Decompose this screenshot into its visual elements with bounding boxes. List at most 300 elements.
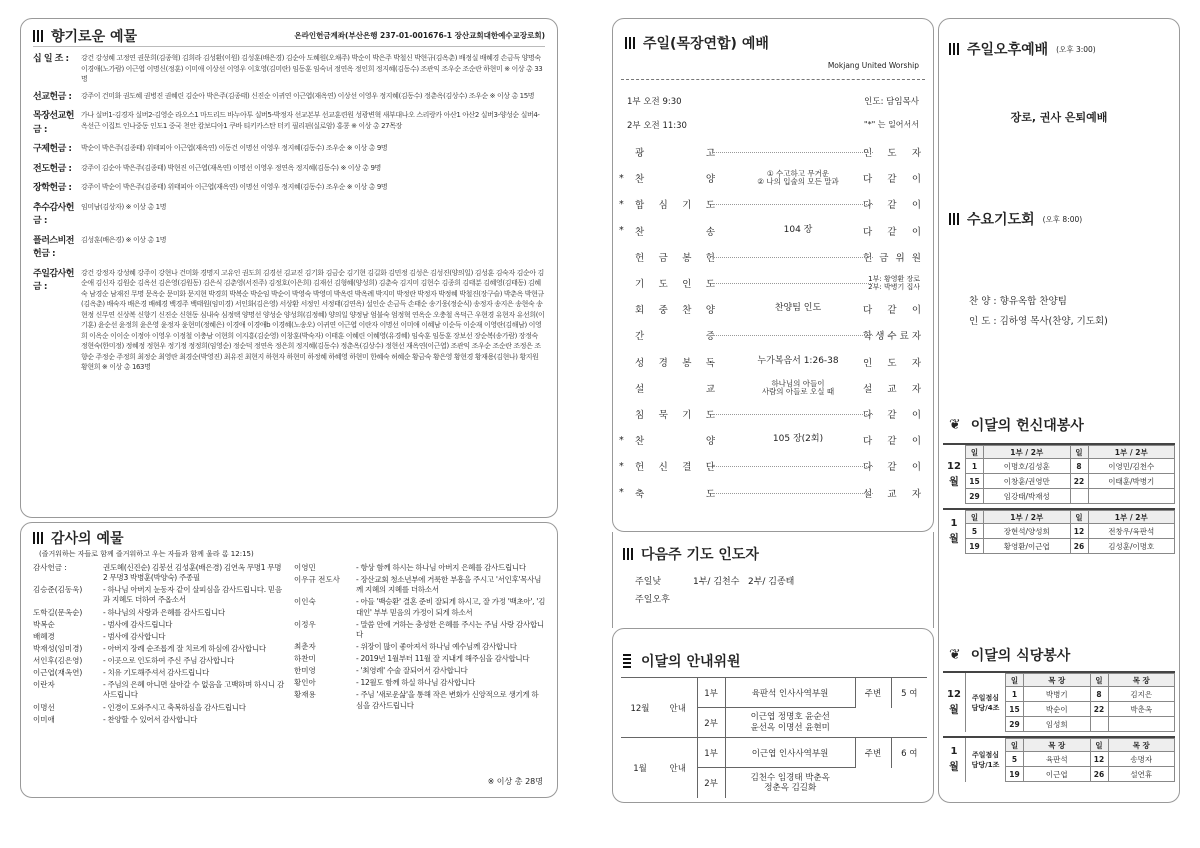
thanks-name: 황인아 <box>294 678 316 688</box>
worship-role-char: 같 <box>887 174 897 186</box>
guide-title: 이달의 안내위원 <box>641 654 741 670</box>
service-block <box>943 508 1175 554</box>
cafe-names: 박춘옥 <box>1108 702 1175 717</box>
worship-role-char: 자 <box>911 488 921 500</box>
guide-month: 12월 <box>621 678 659 738</box>
leader-line <box>713 466 873 467</box>
worship-item-char: 인 <box>682 279 692 290</box>
worship-item-char: 독 <box>705 357 715 369</box>
offering-names: 박순이 박은주(김종태) 위태피아 이근엽(재옥연) 이동건 이명선 이영우 정지혜(김동수) 조우순 ※ 이상 총 9명 <box>81 144 388 152</box>
worship-item-char: 광 <box>635 148 645 159</box>
right-column-box <box>938 18 1180 803</box>
offering-names: 강주이 김순아 박은주(김종태) 박현진 이근엽(재옥연) 이명선 이영우 정연옥 정지혜(김동수) ※ 이상 총 9명 <box>81 163 381 172</box>
thanks-name: 감사헌금 : <box>33 563 67 572</box>
thanks-name: 이미애 <box>33 714 55 724</box>
worship-role-char: 같 <box>887 305 897 317</box>
worship-item-char: 찬 <box>635 226 645 238</box>
worship-role-char: 헌 <box>863 252 873 264</box>
offering-label: 선교헌금 : <box>33 91 72 102</box>
worship-row <box>613 349 933 375</box>
worship-role <box>863 381 921 395</box>
worship-row <box>613 165 933 191</box>
service-names <box>1088 489 1175 504</box>
cafe-date: 22 <box>1090 702 1108 717</box>
service-date: 1 <box>966 459 984 474</box>
offering-row <box>33 182 545 196</box>
worship-role-char: 이 <box>911 174 921 186</box>
worship-subtitle-en: Mokjang United Worship <box>827 61 919 70</box>
worship-item-char: 봉 <box>682 357 692 369</box>
thanks-name: 이정우 <box>294 619 316 629</box>
service-names: 이창훈/권영만 <box>984 474 1071 489</box>
section-bars-icon <box>623 548 633 560</box>
thanks-item <box>33 703 284 713</box>
service-names: 이태훈/박병기 <box>1088 474 1175 489</box>
cafe-month: 12 월 <box>947 688 961 716</box>
worship-row <box>613 401 933 427</box>
worship-item <box>635 145 715 159</box>
worship-row <box>613 270 933 296</box>
worship-role-char: 설 <box>863 383 873 395</box>
cafe-block <box>943 671 1175 732</box>
cafe-names: 박순이 <box>1024 702 1091 717</box>
worship-item <box>635 381 715 395</box>
guide-row <box>621 678 927 708</box>
offering-row <box>33 235 545 262</box>
afternoon-header <box>949 39 1096 59</box>
worship-role-char: 이 <box>911 462 921 474</box>
thanks-item <box>294 642 545 652</box>
worship-role-char: 설 <box>863 488 873 500</box>
worship-role-char: 자 <box>911 148 921 159</box>
cafe-names: 송명자 <box>1108 752 1175 767</box>
cafe-title: 이달의 식당봉사 <box>970 648 1071 664</box>
thanks-item <box>294 597 545 617</box>
guide-role: 안내 <box>659 738 697 798</box>
service-date: 26 <box>1070 539 1088 554</box>
thanks-name: 김승준(김동욱) <box>33 585 83 595</box>
thanks-name: 이란자 <box>33 680 55 690</box>
prayer-label-day: 주일낮 <box>635 577 662 587</box>
thanks-text: - 인경이 도와주시고 축복하심을 감사드립니다 <box>103 702 246 712</box>
worship-item-char: 헌 <box>705 252 715 264</box>
offerings-title: 향기로운 예물 <box>51 28 138 45</box>
section-bars-icon <box>949 213 959 225</box>
thanks-text: 권도혜(신진순) 김봉선 김성훈(배은경) 김연옥 무명1 무명2 무명3 박병훈(박양숙) 주종필 <box>103 563 282 583</box>
cafe-names: 김지은 <box>1108 687 1175 702</box>
worship-role: 1부: 황영환 장로 2부: 박병기 집사 <box>868 274 920 291</box>
guide-box <box>612 628 934 803</box>
cafe-col-header: 목 장 <box>1108 739 1175 752</box>
cafe-col-header: 목 장 <box>1108 674 1175 687</box>
afternoon-title: 주일오후예배 <box>967 42 1049 58</box>
cafe-names: 육판석 <box>1024 752 1091 767</box>
wednesday-header <box>949 209 1082 229</box>
worship-item-char: 양 <box>705 305 715 317</box>
thanks-text: - 말씀 안에 거하는 충성한 은혜를 주시는 주님 사랑 감사합니다 <box>356 619 544 639</box>
thanks-text: - 아버지 장례 순조롭게 잘 치르게 하심에 감사합니다 <box>103 643 266 653</box>
thanks-name: 배혜경 <box>33 631 55 641</box>
worship-role-char: 이 <box>911 200 921 212</box>
cafe-tables <box>939 671 1179 786</box>
offering-label: 목장선교헌금 : <box>33 111 74 135</box>
thanks-text: - '최영례' 수술 잘되어서 감사합니다 <box>356 666 468 676</box>
service-col-header: 1부 / 2부 <box>1088 446 1175 459</box>
thanks-name: 이근엽(재옥연) <box>33 668 83 678</box>
cafe-table <box>1005 738 1175 782</box>
worship-item-char: 간 <box>635 331 645 343</box>
thanks-text: - 12월도 함께 하실 하나님 감사합니다 <box>356 678 475 688</box>
thanks-item <box>33 680 284 700</box>
leaf-icon: ❦ <box>949 417 961 433</box>
thanks-item <box>33 668 284 678</box>
stand-note: "*" 는 일어서서 <box>863 120 919 129</box>
guide-names: 이근엽 정명호 윤순선 윤선옥 이명선 윤현미 <box>725 708 855 738</box>
cafe-date: 12 <box>1090 752 1108 767</box>
guide-names: 이근엽 인사사역부원 <box>725 738 855 768</box>
offering-names: 가나 실버1-김경자 실버2-김영순 라오스1 마드리드 바누아투 실버5-박정자 선교본부 선교훈련원 성광변혁 새부대나오 스리랑카 아산1 아산2 실버3-양성순 실버4-옥선근 이집트 인나중동 인도1 중국 천안 캄보디아1 쿠바 티키카스탄 터키 필리핀(실로암) 홍콩 ※ 이상 총 27목장 <box>81 111 540 130</box>
offering-names: 강건 강정자 강성혜 강주이 강현나 건미화 경명지 고유인 권도희 김경선 김교진 김기화 김금순 김기현 김길화 김민정 김성은 김성진(양의일) 김성훈 김숙자 김순아 김순애 김신자 김원순 김옥선 김은영(김원동) 김은식 김춘영(서진주) 김정호(이은희) 김재선 김형혜(양성희) 김춘숙 김지미 김현수 김종희 김태분 김혜영(김태동) 김혜숙 남경순 남재진 무명 문옥순 문미화 문지현 박경희 박복순 박순임 박순이 박영숙 박영미 박옥련 박옥례 박지미 박정란 박정자 박정혜 박철진(장구슬) 박춘옥 박현규(김옥춘) 배숙자 배은경 배혜경 백경주 백태원(임미경) 서인화(김은영) 서상환 서정인 서정태(김연옥) 설인순 손금득 손태순 송기웅(정순식) 송정자 송지은 송현숙 송현정 신무연 신상복 신향기 신진순 신현동 심내숙 심정택 양명선 양성순 양성희(김정혜) 양의일 양정남 엄불숙 엄정혁 연옥순 오충철 옥덕근 우현경 유현자 유선희(이기훈) 윤순선 윤정희 윤은영 윤정자 윤현미(정혜은) 이경애 이경애b 이경혜(노송오) 이귀연 이근엽 이란자 이명선 이미애 이혜남 이순득 이순재 이영란(김해남) 이영희 이옥순 이이순 이정아 이영우 이정철 이충남 이현희 이지흥(김순영) 이창훈(박숙자) 이태훈 이혜린 이혜영(유경혜) 임숙훈 임동훈 장보선 장순복(송가람) 장정숙 정현숙(한미정) 정혜정 정현우 정기정 정정희(임영순) 정순덕 정연옥 정은희 정지혜(김동수) 정춘옥(김상수) 정현선 재옥연(이근엽) 조관익 조우순 조순란 조정은 조향순 주정순 주정희 최정순 최영란 최경순(박영진) 최유진 최현지 하현자 하현미 하정혜 하혜영 하현미 한혜숙 허혜순 황금숙 황은영 황현경 황재용(김현나) 황지원 황현희 ※ 이상 총 163명 <box>81 268 545 371</box>
cafe-date: 26 <box>1090 767 1108 782</box>
worship-star: * <box>619 460 624 472</box>
service-title: 이달의 헌신대봉사 <box>970 418 1084 434</box>
thanks-item <box>294 563 545 573</box>
worship-item-char: 헌 <box>635 252 645 264</box>
worship-item <box>635 486 715 500</box>
worship-detail: 하나님의 아들이 사람의 아들로 오실 때 <box>761 378 835 396</box>
thanks-item <box>294 666 545 676</box>
cafe-col-header: 일 <box>1090 674 1108 687</box>
worship-row <box>613 296 933 322</box>
worship-role-char: 료 <box>899 331 909 343</box>
worship-item-char: 경 <box>658 357 668 369</box>
thanks-item <box>33 656 284 666</box>
guide-names: 육판석 인사사역부원 <box>725 678 855 708</box>
worship-item <box>635 459 715 473</box>
worship-detail: 누가복음서 1:26-38 <box>757 355 839 366</box>
thanks-item <box>294 575 545 595</box>
thanks-item <box>294 620 545 640</box>
worship-item-char: 도 <box>705 279 715 290</box>
worship-item-char: 봉 <box>682 252 692 264</box>
guide-row <box>621 738 927 768</box>
service-col-header: 일 <box>966 446 984 459</box>
guide-part: 2부 <box>697 768 725 798</box>
worship-role-char: 위 <box>895 252 905 264</box>
service-leader: 인도: 담임목사 <box>864 97 919 107</box>
worship-role-char: 다 <box>863 174 873 186</box>
thanks-text: - 위장이 많이 좋아져서 하나님 예수님께 감사합니다 <box>356 641 517 651</box>
worship-role-char: 자 <box>911 331 921 343</box>
thanks-item <box>33 715 284 725</box>
prayer-header <box>623 544 759 564</box>
worship-role <box>863 302 921 316</box>
thanks-name: 이인숙 <box>294 597 316 607</box>
worship-role-char: 이 <box>911 436 921 448</box>
thanks-column-right <box>294 563 545 727</box>
cafe-names: 임성희 <box>1024 717 1091 732</box>
leader-line <box>713 257 873 258</box>
cafe-names <box>1108 717 1175 732</box>
service-header <box>949 415 1084 435</box>
worship-role-char: 다 <box>863 462 873 474</box>
thanks-item <box>33 644 284 654</box>
cafe-date <box>1090 717 1108 732</box>
thanks-item <box>33 563 284 583</box>
worship-role-char: 자 <box>911 383 921 395</box>
worship-item-char: 증 <box>705 331 715 343</box>
offering-label: 구제헌금 : <box>33 144 72 154</box>
thanks-name: 이명선 <box>33 702 55 712</box>
worship-item <box>635 250 715 264</box>
thanks-text: - 찬양할 수 있어서 감사합니다 <box>103 714 198 724</box>
service-names: 장현석/양성희 <box>984 524 1071 539</box>
worship-item-char: 기 <box>682 200 692 212</box>
service-col-header: 일 <box>1070 446 1088 459</box>
offering-label: 주일감사헌금 : <box>33 268 74 292</box>
service-date: 19 <box>966 539 984 554</box>
cafe-date: 1 <box>1006 687 1024 702</box>
cafe-label: 주일점심 담당/4조 <box>965 673 1005 732</box>
worship-item-char: 찬 <box>635 174 645 186</box>
worship-row <box>613 427 933 453</box>
guide-month: 1월 <box>621 738 659 798</box>
worship-role-char: 학 <box>863 331 873 343</box>
worship-detail: 찬양팀 인도 <box>774 303 822 314</box>
offering-row <box>33 143 545 157</box>
thanks-name: 하찬미 <box>294 654 316 663</box>
cafe-col-header: 일 <box>1006 739 1024 752</box>
wednesday-praise: 찬 양 : 향유옥합 찬양팀 <box>969 296 1067 307</box>
worship-item <box>635 433 715 447</box>
worship-item-char: 도 <box>705 410 715 421</box>
section-bars-icon <box>33 30 43 42</box>
worship-role-char: 도 <box>887 148 897 159</box>
thanks-box <box>20 522 558 798</box>
thanks-item <box>294 690 545 710</box>
prayer-title: 다음주 기도 인도자 <box>641 547 759 563</box>
service-col-header: 일 <box>1070 511 1088 524</box>
worship-role-char: 다 <box>863 305 873 317</box>
guide-count: 5 여 <box>891 678 927 708</box>
worship-item-char: 송 <box>705 226 715 238</box>
cafe-label: 주일점심 담당/1조 <box>965 738 1005 782</box>
guide-part: 1부 <box>697 678 725 708</box>
service-date: 5 <box>966 524 984 539</box>
offering-label: 십 일 조 : <box>33 54 69 64</box>
cafe-names: 이근엽 <box>1024 767 1091 782</box>
thanks-text: - 아들 '백승환' 결혼 준비 잘되게 하시고, 잘 가정 '백초아', '김대인' 부부 믿음의 가정이 되게 하소서 <box>356 597 546 617</box>
worship-item-char: 금 <box>658 252 668 264</box>
thanks-text: - 장산교회 청소년부에 거룩한 부흥을 주시고 '서인후'목사님께 지혜의 지혜를 더하소서 <box>356 575 542 595</box>
worship-box <box>612 18 934 532</box>
service-table <box>965 445 1175 504</box>
thanks-text: - 항상 함께 하시는 하나님 아버지 은혜를 감사드립니다 <box>356 563 526 572</box>
worship-item-char: 중 <box>658 305 668 317</box>
worship-item-char: 합 <box>635 200 645 212</box>
offering-label: 전도헌금 : <box>33 163 72 174</box>
thanks-text: - 주님 '새로운삶'을 통해 작은 변화가 신앙적으로 생기게 하심을 감사드립니다 <box>356 690 539 710</box>
offering-names: 강주이 건미화 권도혜 권병진 권혜린 김순아 박은주(김종태) 신진순 이귀연 이근엽(재옥연) 이상선 이영우 정지혜(김동수) 정춘옥(김상수) 조우순 ※ 이상 총 15명 <box>81 91 535 100</box>
offering-row <box>33 268 545 373</box>
guide-table <box>621 677 927 798</box>
offering-names: 임미남(김상자) ※ 이상 총 1명 <box>81 202 167 211</box>
service-date: 12 <box>1070 524 1088 539</box>
thanks-item <box>294 678 545 688</box>
worship-item-char: 기 <box>635 279 645 290</box>
thanks-text: - 하나님의 사랑과 은혜를 감사드립니다 <box>103 607 225 617</box>
worship-role <box>863 433 921 447</box>
service-col-header: 일 <box>966 511 984 524</box>
order-of-worship <box>613 139 933 519</box>
service-names: 이영민/김천수 <box>1088 459 1175 474</box>
prayer-label-afternoon: 주일오후 <box>635 595 670 605</box>
worship-item-char: 침 <box>635 410 645 421</box>
section-bars-icon <box>949 43 959 55</box>
worship-star: * <box>619 172 624 184</box>
thanks-name: 한미영 <box>294 666 316 676</box>
guide-part: 2부 <box>697 708 725 738</box>
cafe-date: 5 <box>1006 752 1024 767</box>
worship-row <box>613 375 933 401</box>
thanks-subtitle: (즐거워하는 자들로 함께 즐거워하고 우는 자들과 함께 울라 롬 12:15) <box>39 550 254 558</box>
worship-row <box>613 191 933 217</box>
cafe-date: 29 <box>1006 717 1024 732</box>
worship-role-char: 같 <box>887 436 897 448</box>
thanks-name: 서인후(김은영) <box>33 656 83 665</box>
service-time-1: 1부 오전 9:30 <box>627 97 682 107</box>
leaf-icon: ❦ <box>949 647 961 663</box>
thanks-name: 이영민 <box>294 563 316 572</box>
guide-sub-label: 주변 <box>855 678 891 708</box>
worship-item-char: 헌 <box>635 462 645 474</box>
thanks-text: - 치유 기도해주셔서 감사드립니다 <box>103 668 209 678</box>
worship-role <box>863 355 921 369</box>
leader-line <box>713 493 873 494</box>
service-date: 8 <box>1070 459 1088 474</box>
cafe-table <box>1005 673 1175 732</box>
section-bars-icon <box>33 532 43 544</box>
cafe-col-header: 목 장 <box>1024 674 1091 687</box>
leader-line <box>713 204 873 205</box>
worship-item-char: 도 <box>658 279 668 290</box>
leader-line <box>713 283 873 284</box>
cafe-month: 1 월 <box>949 746 959 773</box>
wednesday-title: 수요기도회 <box>967 212 1035 228</box>
offering-row <box>33 91 545 105</box>
wednesday-time: (오후 8:00) <box>1042 214 1083 224</box>
afternoon-time: (오후 3:00) <box>1056 44 1096 54</box>
prayer-box <box>612 532 934 628</box>
worship-role-char: 교 <box>887 488 897 500</box>
thanks-column-left <box>33 563 284 727</box>
service-names: 김성훈/이명호 <box>1088 539 1175 554</box>
service-tables <box>939 443 1179 558</box>
worship-item <box>635 355 715 369</box>
thanks-text: - 범사에 감사합니다 <box>103 631 166 641</box>
worship-row <box>613 480 933 506</box>
worship-item-char: 기 <box>682 410 692 421</box>
offerings-box <box>20 18 558 518</box>
service-date: 15 <box>966 474 984 489</box>
worship-row <box>613 244 933 270</box>
offering-names: 강주이 박순이 박은주(김종태) 위태피아 이근엽(재옥연) 이명선 이영우 정지혜(김동수) 조우순 ※ 이상 총 9명 <box>81 183 388 191</box>
service-names: 전창우/육판석 <box>1088 524 1175 539</box>
guide-header <box>623 651 741 671</box>
worship-role-char: 생 <box>875 331 885 343</box>
worship-item-char: 찬 <box>682 305 692 317</box>
offering-names: 김성훈(배은경) ※ 이상 총 1명 <box>81 235 167 244</box>
worship-item-char: 축 <box>635 488 645 500</box>
thanks-item <box>33 620 284 630</box>
worship-role-char: 다 <box>863 436 873 448</box>
offering-row <box>33 202 545 229</box>
worship-row <box>613 453 933 479</box>
worship-star: * <box>619 198 624 210</box>
prayer-leaders: 1부/ 김천수 2부/ 김종태 <box>693 577 795 587</box>
guide-part: 1부 <box>697 738 725 768</box>
leader-line <box>713 414 873 415</box>
service-block <box>943 443 1175 504</box>
worship-item-char: 고 <box>705 148 715 159</box>
worship-role-char: 도 <box>887 357 897 369</box>
thanks-text: - 2019년 1월부터 11월 잘 지내게 해주심을 감사합니다 <box>356 654 530 663</box>
worship-role-char: 자 <box>911 357 921 369</box>
account-info: 온라인헌금계좌(부산은행 237-01-001676-1 장산교회대한예수교장로회) <box>294 31 545 40</box>
worship-role-char: 인 <box>863 148 873 159</box>
worship-item-char: 단 <box>705 462 715 474</box>
worship-star: * <box>619 434 624 446</box>
service-names: 이명호/김성훈 <box>984 459 1071 474</box>
service-month: 12 월 <box>947 460 961 488</box>
offering-label: 장학헌금 : <box>33 183 72 193</box>
worship-detail: 105 장(2회) <box>772 434 824 445</box>
worship-role-char: 이 <box>911 410 921 421</box>
worship-item <box>635 302 715 316</box>
worship-item <box>635 197 715 211</box>
worship-item <box>635 328 715 342</box>
offering-list <box>33 53 545 373</box>
offering-row <box>33 53 545 85</box>
worship-item-char: 찬 <box>635 436 645 448</box>
worship-item-char: 묵 <box>658 410 668 421</box>
worship-item-char: 교 <box>705 383 715 395</box>
worship-item-char: 양 <box>705 174 715 186</box>
thanks-total: ※ 이상 총 28명 <box>487 777 543 786</box>
service-col-header: 1부 / 2부 <box>984 446 1071 459</box>
worship-role-char: 다 <box>863 200 873 212</box>
worship-role-char: 같 <box>887 200 897 212</box>
offering-row <box>33 163 545 177</box>
worship-item-char: 심 <box>658 200 668 212</box>
worship-role-char: 금 <box>879 252 889 264</box>
thanks-name: 이우규 전도사 <box>294 575 340 585</box>
service-date <box>1070 489 1088 504</box>
cafe-col-header: 일 <box>1006 674 1024 687</box>
worship-item-char: 도 <box>705 488 715 500</box>
worship-star: * <box>619 225 624 237</box>
worship-role-char: 원 <box>911 252 921 264</box>
service-time-2: 2부 오전 11:30 <box>627 121 687 131</box>
thanks-text: - 이곳으로 인도하여 주신 주님 감사합니다 <box>103 656 234 665</box>
cafe-col-header: 일 <box>1090 739 1108 752</box>
service-table <box>965 510 1175 554</box>
service-names: 임강태/박재성 <box>984 489 1071 504</box>
offering-label: 플러스비전헌금 : <box>33 235 74 259</box>
thanks-item <box>33 632 284 642</box>
worship-role-char: 수 <box>887 331 897 343</box>
worship-item <box>635 224 715 238</box>
